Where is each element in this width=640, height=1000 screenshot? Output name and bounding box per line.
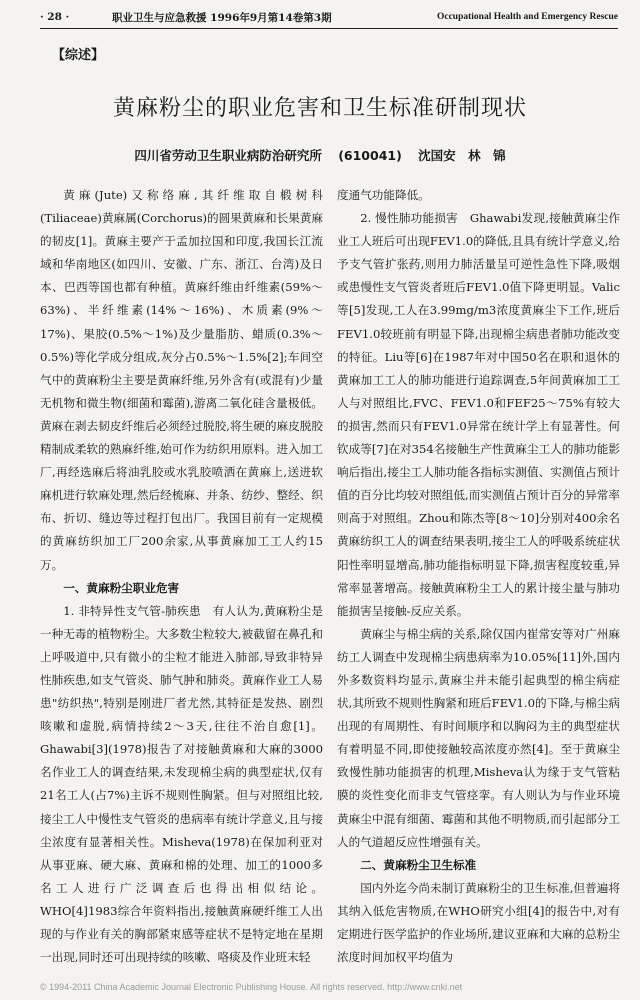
journal-english-name: Occupational Health and Emergency Rescue: [436, 12, 618, 22]
body-columns: [40, 184, 620, 984]
journal-issue: 职业卫生与应急救援 1996年9月第14卷第3期: [112, 11, 332, 24]
page-number: · 28 ·: [40, 11, 70, 23]
paragraph: 国内外迄今尚未制订黄麻粉尘的卫生标准,但普遍将其纳入低危害物质,在WHO研究小组[4]的报告中,对有定期进行医学监护的作业场所,建议亚麻和大麻的总粉尘浓度时间加权平均值为: [337, 880, 620, 965]
section-heading: 二、黄麻粉尘卫生标准: [360, 857, 477, 872]
left-column: [40, 184, 323, 984]
paragraph: 度通气功能降低。: [337, 188, 430, 202]
postcode: (610041): [338, 148, 402, 163]
byline: [0, 146, 640, 164]
column-tag: 【综述】: [52, 48, 105, 63]
running-header: [40, 6, 618, 29]
paragraph: 黄麻(Jute)又称络麻,其纤维取自椴树科(Tiliaceae)黄麻属(Corchorus)的圆果黄麻和长果黄麻的韧皮[1]。黄麻主要产于孟加拉国和印度,我国长江流域和华南地区(如四川、安徽、广东、浙江、台湾)及日本、巴西等国也都有种植。黄麻纤维由纤维素(59%～63%)、半纤维素(14%～16%)、木质素(9%～17%)、果胶(0.5%～1%)及少量脂肪、蜡质(0.3%～0.5%)等化学成分组成,灰分占0.5%～1.5%[2];车间空气中的黄麻粉尘主要是黄麻纤维,另外含有(或混有)少量无机物和微生物(细菌和霉菌),游离二氧化硅含量极低。黄麻在剥去韧皮纤维后必须经过脱胶,将生硬的麻皮脱胶精制成柔软的熟麻纤维,始可作为纺织用原料。进入加工厂,再经选麻后将油乳胶或水乳胶喷洒在黄麻上,送进软麻机进行软麻处理,然后经梳麻、并条、纺纱、整经、织布、折切、缝边等过程打包出厂。我国目前有一定规模的黄麻纺织加工厂200余家,从事黄麻加工工人约15万。: [40, 188, 323, 572]
copyright-footer: © 1994-2011 China Academic Journal Electronic Publishing House. All rights reserved. http://www.cnki.net: [40, 982, 463, 992]
article-title: 黄麻粉尘的职业危害和卫生标准研制现状: [112, 96, 527, 121]
paragraph: 1. 非特异性支气管-肺疾患 有人认为,黄麻粉尘是一种无毒的植物粉尘。大多数尘粒较大,被截留在鼻孔和上呼吸道中,只有微小的尘粒才能进入肺部,导致非特异性肺疾患,如支气管炎、肺气肿和肺炎。黄麻作业工人易患"纺织热",特别是刚进厂者尤然,其特征是发热、剧烈咳嗽和虚脱,病情持续2～3天,往往不治自愈[1]。Ghawabi[3](1978)报告了对接触黄麻和大麻的3000名作业工人的调查结果,未发现棉尘病的典型症状,仅有21名工人(占7%)主诉不规则性胸紧。但与对照组比较,接尘工人中慢性支气管炎的患病率有统计学意义,且与接尘浓度有显著相关性。Misheva(1978)在保加利亚对从事亚麻、硬大麻、黄麻和棉的处理、加工的1000多名工人进行广泛调查后也得出相似结论。WHO[4]1983综合年资料指出,接触黄麻硬纤维工人出现的与作业有关的胸部紧束感等症状不是特定地在星期一出现,同时还可出现持续的咳嗽、咯痰及作业班末轻: [40, 603, 323, 965]
paragraph: 黄麻尘与棉尘病的关系,除仅国内崔常安等对广州麻纺工人调查中发现棉尘病患病率为10.05%[11]外,国内外多数资料均显示,黄麻尘并未能引起典型的棉尘病症状,其所致不规则性胸紧和班后FEV1.0的下降,与棉尘病出现的有周期性、有时间顺序和以胸闷为主的典型症状有着明显不同,即使接触较高浓度亦然[4]。至于黄麻尘致慢性肺功能损害的机理,Misheva认为缘于支气管粘膜的炎性变化而非支气管痉挛。有人则认为与作业环境黄麻尘中混有细菌、霉菌和其他不明物质,而引起部分工人的气道超反应性增强有关。: [337, 626, 620, 849]
authors: 沈国安 林 锦: [418, 148, 506, 163]
right-column: [337, 184, 620, 984]
paragraph: 2. 慢性肺功能损害 Ghawabi发现,接触黄麻尘作业工人班后可出现FEV1.0的降低,且具有统计学意义,给予支气管扩张药,则用力肺活量呈可逆性急性下降,吸烟或患慢性支气管炎者班后FEV1.0值下降更明显。Valic等[5]发现,工人在3.99mg/m3浓度黄麻尘下工作,班后FEV1.0较班前有明显下降,出现棉尘病患者肺功能改变的特征。Liu等[6]在1987年对中国50名在职和退休的黄麻加工工人的肺功能进行追踪调查,5年间黄麻加工工人与对照组比,FVC、FEV1.0和FEF25～75%有较大的损害,然而只有FEV1.0异常在统计学上有显著性。何钦成等[7]在对354名接触生产性黄麻尘工人的肺功能影响后指出,接尘工人肺功能各指标实测值、实测值占预计值的百分比均较对照组低,而实测值占预计百分的异常率则高于对照组。Zhou和陈杰等[8～10]分别对400余名黄麻纺织工人的调查结果表明,接尘工人的呼吸系统症状阳性率明显增高,肺功能指标明显下降,损害程度较重,异常率显著增高。接触黄麻粉尘工人的累计接尘量与肺功能损害呈接触-反应关系。: [337, 211, 620, 618]
section-heading: 一、黄麻粉尘职业危害: [63, 580, 180, 595]
institution: 四川省劳动卫生职业病防治研究所: [134, 148, 322, 163]
